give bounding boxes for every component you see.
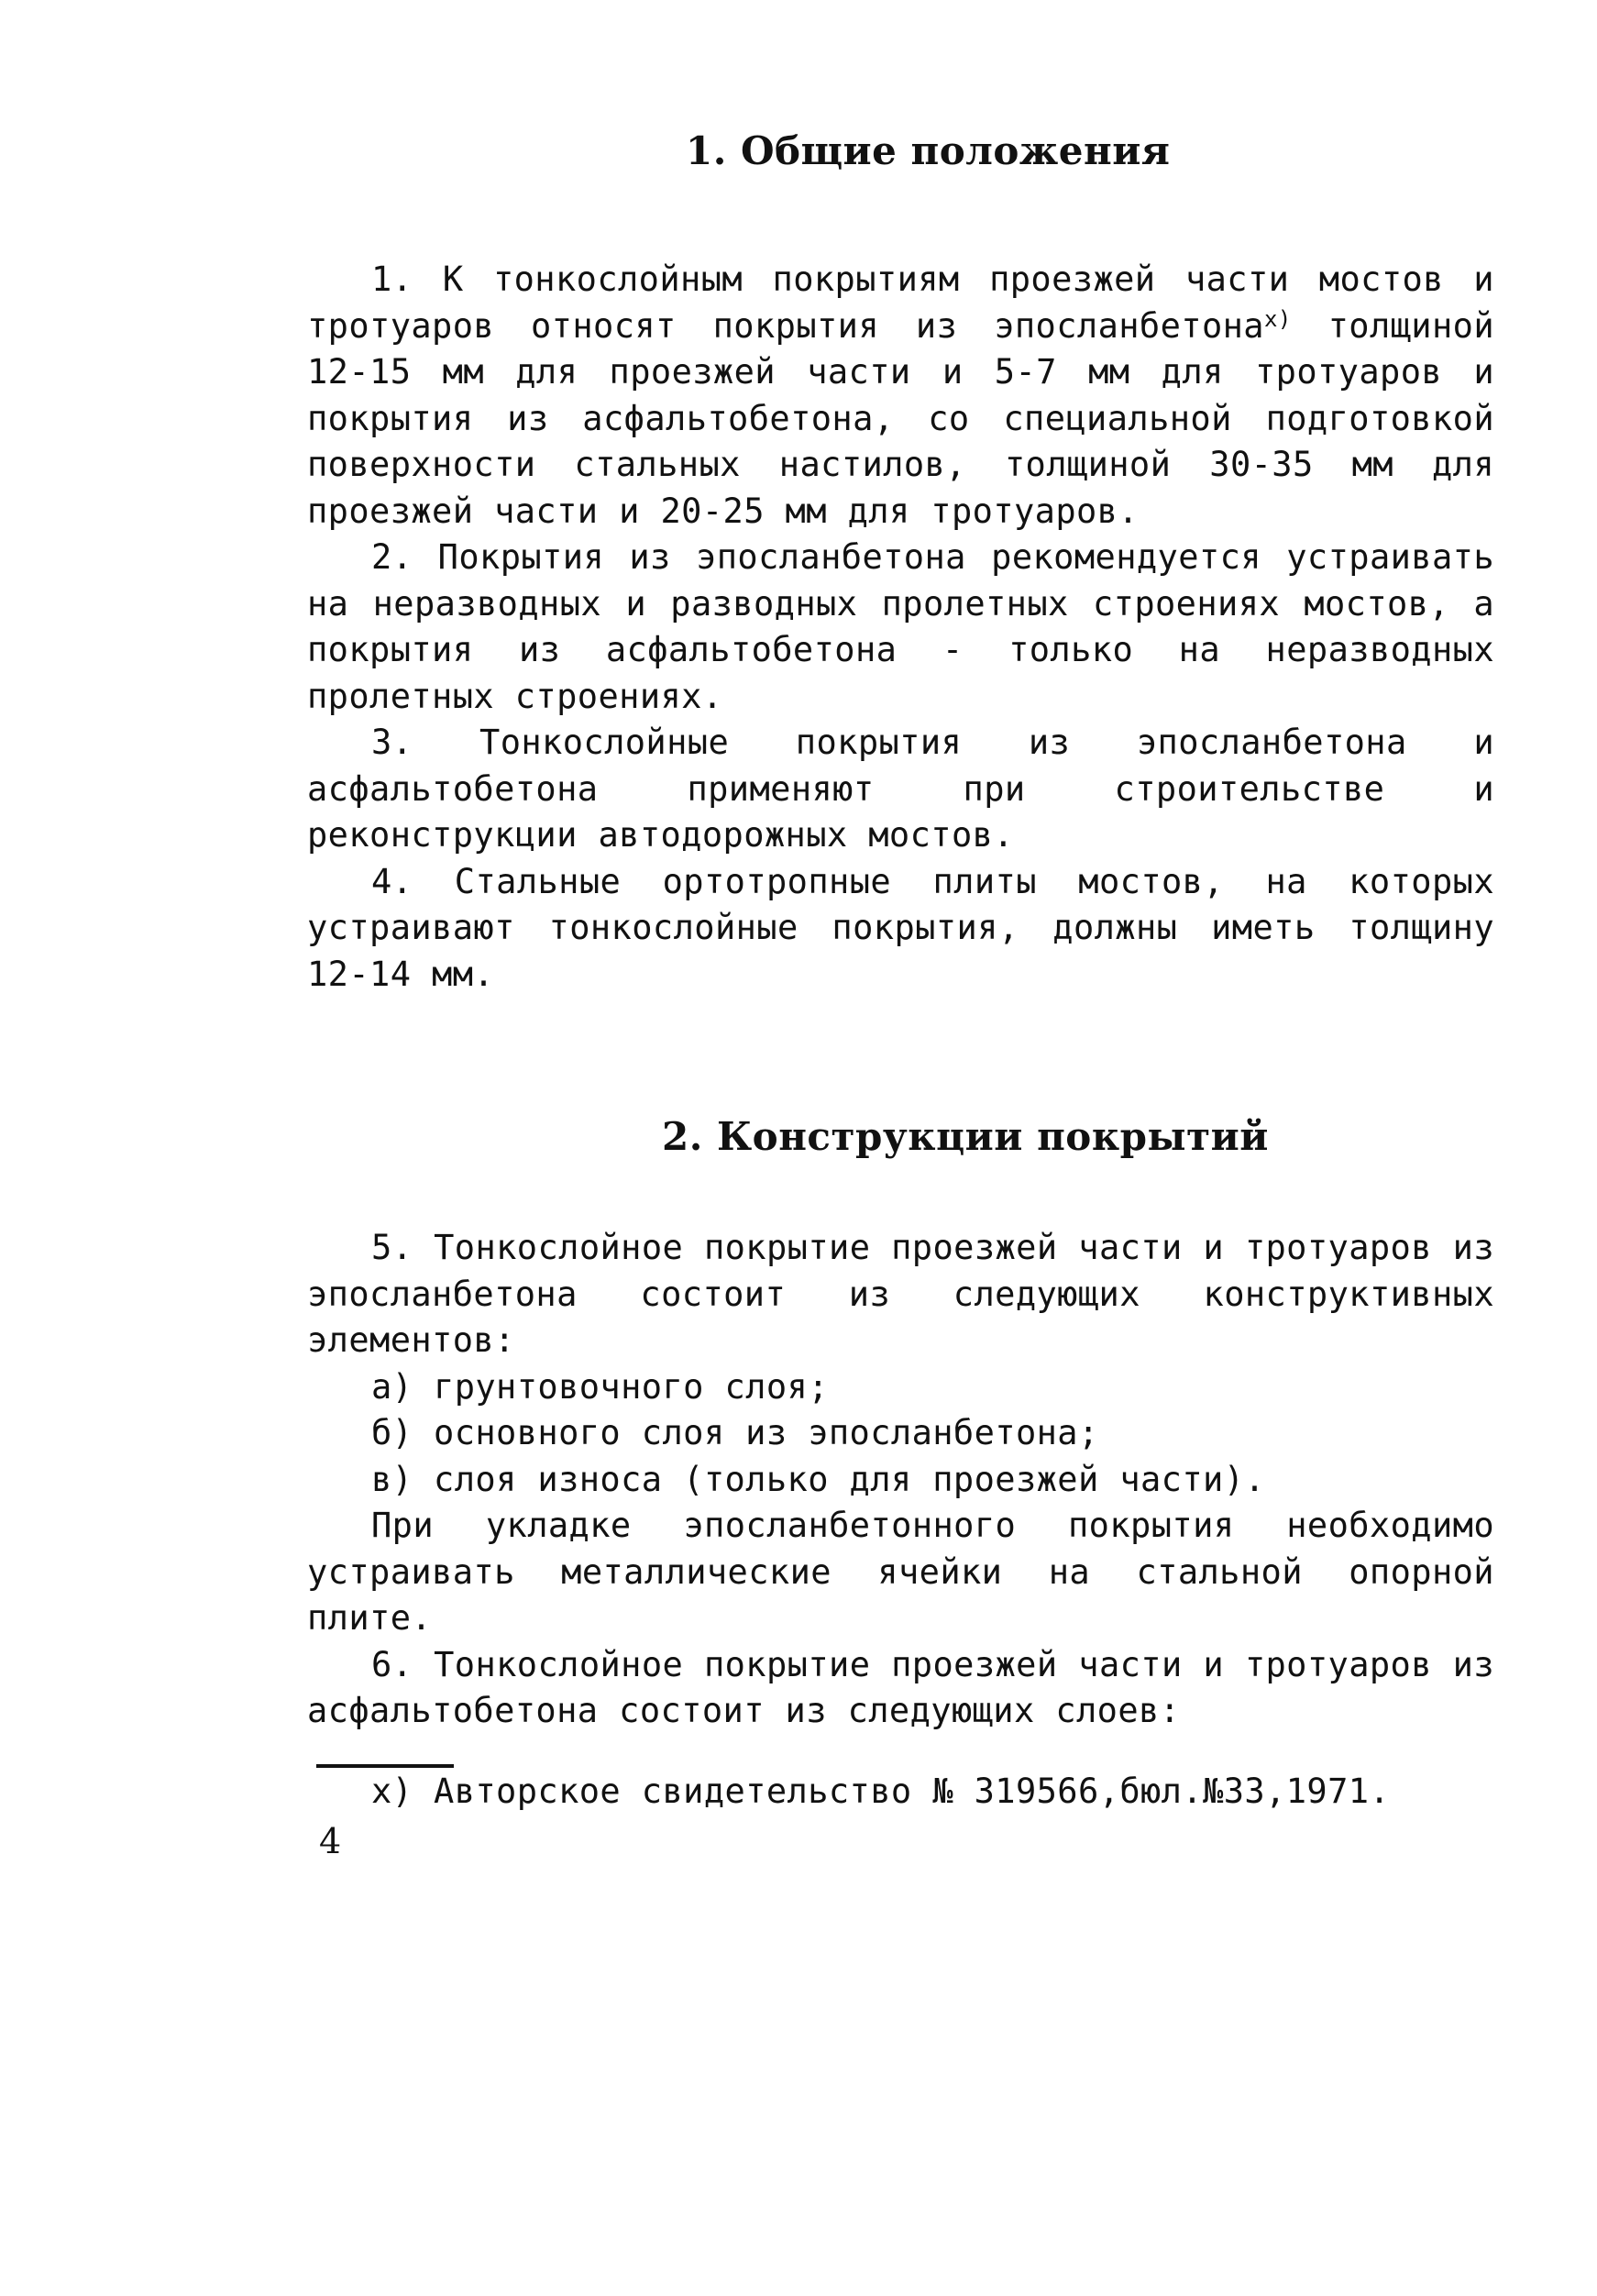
footnote-divider	[316, 1764, 454, 1768]
footnote-marker: x)	[1263, 305, 1292, 332]
section-1-body	[307, 257, 1494, 998]
paragraph-4: 4. Стальные ортотропные плиты мостов, на которых устраивают тонкослойные покрытия, должны иметь толщину 12-14 мм.	[307, 861, 1494, 994]
section-2-body	[307, 1225, 1494, 1735]
list-item: а) грунтовочного слоя;	[371, 1366, 829, 1407]
section-2-heading: 2. Конструкции покрытий	[662, 1114, 1269, 1159]
paragraph-5: 5. Тонкослойное покрытие проезжей части и тротуаров из эпосланбетона состоит из следующих конструктивных элементов:	[307, 1228, 1494, 1360]
list-item: в) слоя износа (только для проезжей части).	[371, 1459, 1266, 1499]
section-1-heading: 1. Общие положения	[686, 128, 1171, 173]
page-number: 4	[319, 1821, 342, 1861]
paragraph-note: При укладке эпосланбетонного покрытия необходимо устраивать металлические ячейки на стальной опорной плите.	[307, 1506, 1494, 1638]
paragraph-1: 1. К тонкослойным покрытиям проезжей части мостов и тротуаров относят покрытия из эпосланбетона$^{x)}$ толщиной 12-15 мм для проезжей части и 5-7 мм для тротуаров и покрытия из асфальтобетона, со специальной подготовкой поверхности стальных настилов, толщиной 30-35 мм для проезжей части и 20-25 мм для тротуаров.	[307, 259, 1494, 531]
paragraph-2: 2. Покрытия из эпосланбетона рекомендуется устраивать на неразводных и разводных пролетных строениях мостов, а покрытия из асфальтобетона - только на неразводных пролетных строениях.	[307, 537, 1494, 716]
element-list	[307, 1364, 1494, 1504]
paragraph-3: 3. Тонкослойные покрытия из эпосланбетона и асфальтобетона применяют при строительстве и реконструкции автодорожных мостов.	[307, 723, 1494, 855]
paragraph-6: 6. Тонкослойное покрытие проезжей части и тротуаров из асфальтобетона состоит из следующих слоев:	[307, 1644, 1494, 1730]
list-item: б) основного слоя из эпосланбетона;	[371, 1413, 1099, 1452]
footnote: х) Авторское свидетельство № 319566,бюл.№33,1971.	[371, 1772, 1391, 1811]
